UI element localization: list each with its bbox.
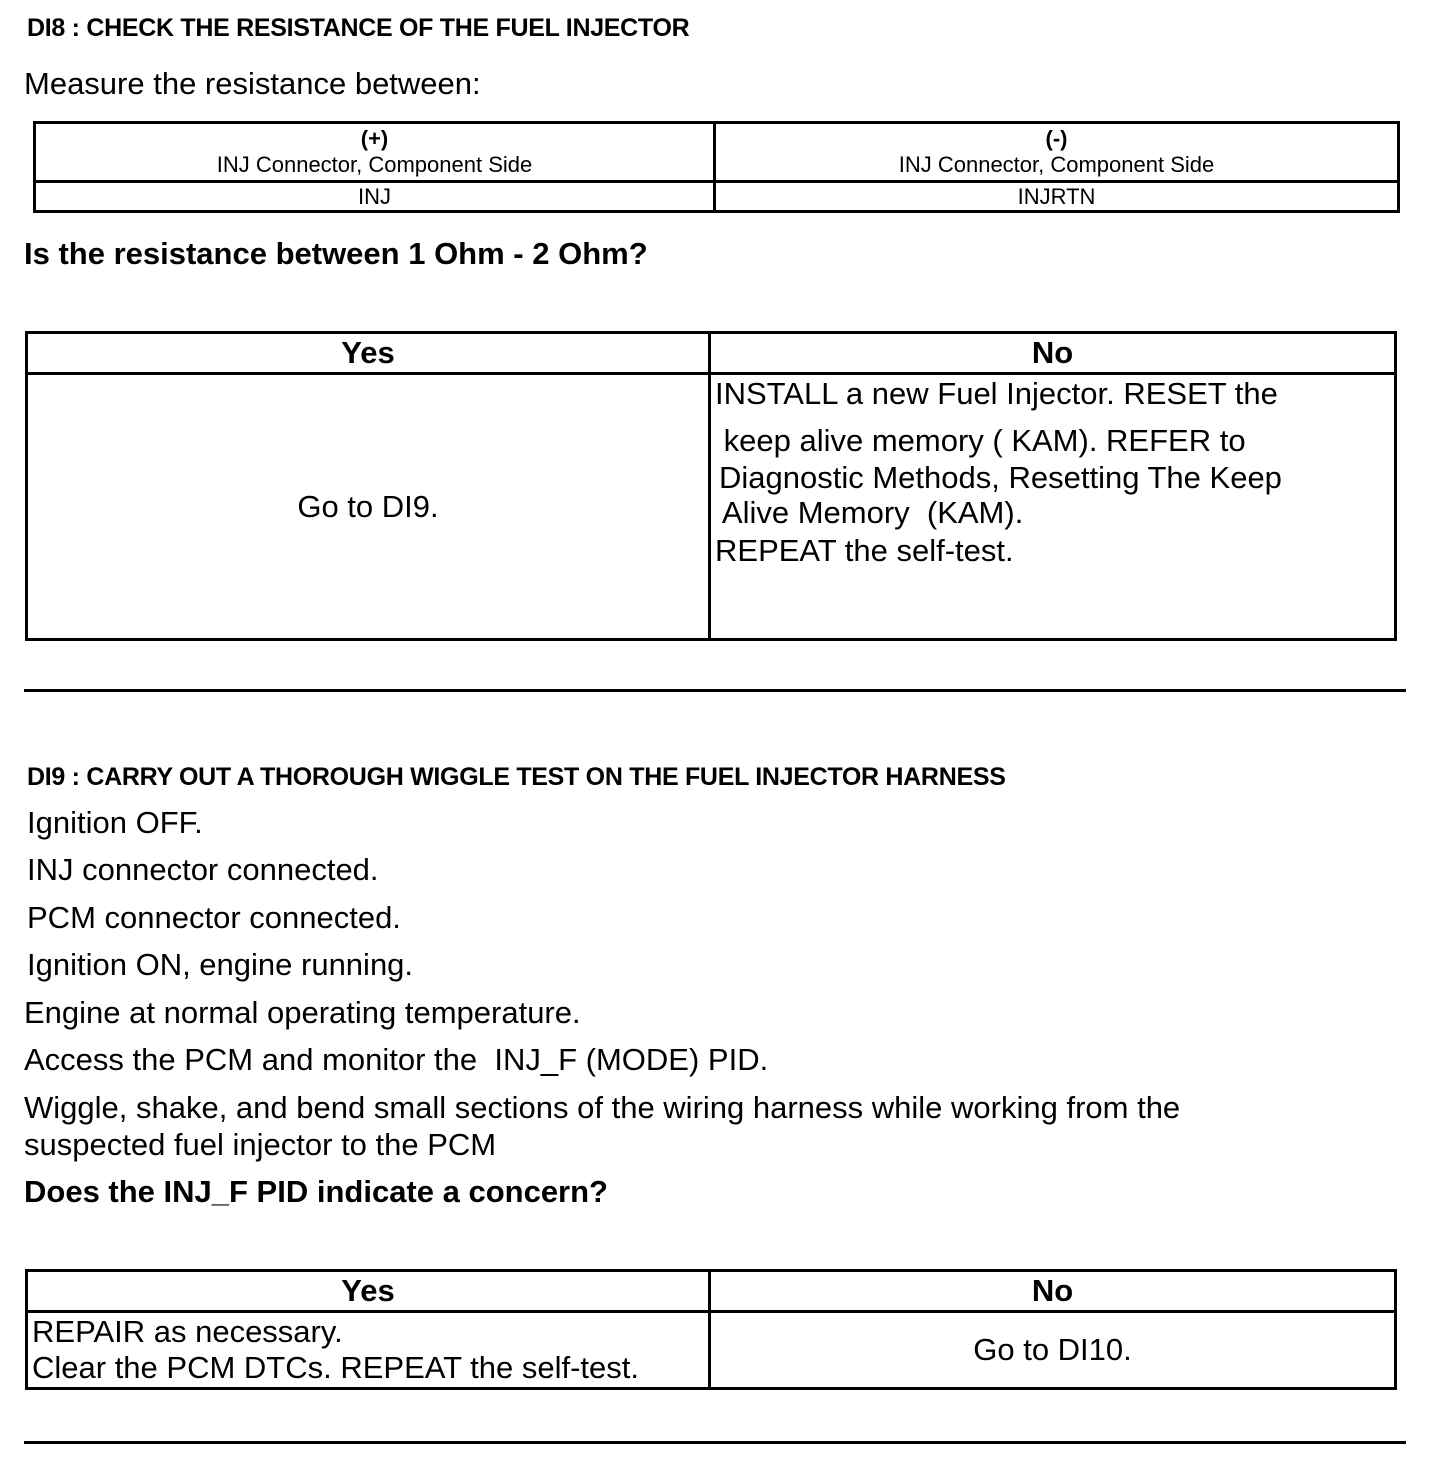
di8-yes-header: Yes	[27, 333, 710, 374]
no-action-line: Diagnostic Methods, Resetting The Keep	[719, 460, 1282, 495]
measure-table	[33, 121, 1400, 213]
di8-result-header-row	[27, 333, 1396, 374]
minus-connector-label: INJ Connector, Component Side	[898, 152, 1215, 177]
yes-action-line: Clear the PCM DTCs. REPEAT the self-test.	[32, 1350, 639, 1385]
di8-instruction: Measure the resistance between:	[24, 66, 481, 101]
measure-header-plus	[35, 123, 715, 182]
section-divider	[24, 1441, 1406, 1444]
di8-yes-action: Go to DI9.	[27, 374, 710, 640]
di9-yes-action	[27, 1312, 710, 1389]
step-item: Ignition OFF.	[27, 805, 203, 840]
measure-value-minus: INJRTN	[715, 182, 1399, 212]
di9-no-header: No	[710, 1271, 1396, 1312]
step-item: PCM connector connected.	[27, 900, 401, 935]
plus-connector-label: INJ Connector, Component Side	[216, 152, 533, 177]
di8-no-header: No	[710, 333, 1396, 374]
di9-result-body-row	[27, 1312, 1396, 1389]
di9-title: DI9 : CARRY OUT A THOROUGH WIGGLE TEST ON THE FUEL INJECTOR HARNESS	[27, 763, 1006, 791]
minus-sign: (-)	[1045, 126, 1068, 151]
no-action-line: INSTALL a new Fuel Injector. RESET the	[715, 376, 1278, 411]
no-action-line: Alive Memory (KAM).	[715, 495, 1024, 530]
yes-action-line: REPAIR as necessary.	[32, 1314, 343, 1349]
di8-result-table	[25, 331, 1397, 641]
di9-result-table	[25, 1269, 1397, 1390]
di8-result-body-row	[27, 374, 1396, 640]
di8-no-action	[710, 374, 1396, 640]
step-item: Ignition ON, engine running.	[27, 947, 414, 982]
di8-question: Is the resistance between 1 Ohm - 2 Ohm?	[24, 236, 648, 271]
di9-no-action: Go to DI10.	[710, 1312, 1396, 1389]
no-action-line: keep alive memory ( KAM). REFER to	[715, 423, 1246, 458]
step-item: Engine at normal operating temperature.	[24, 995, 581, 1030]
measure-table-header-row	[35, 123, 1399, 182]
measure-value-plus: INJ	[35, 182, 715, 212]
plus-sign: (+)	[360, 126, 389, 151]
step-item: Access the PCM and monitor the INJ_F (MODE) PID.	[24, 1042, 769, 1077]
step-item: Wiggle, shake, and bend small sections of the wiring harness while working from the	[24, 1090, 1181, 1125]
step-item: suspected fuel injector to the PCM	[24, 1127, 497, 1162]
di8-title: DI8 : CHECK THE RESISTANCE OF THE FUEL INJECTOR	[27, 14, 690, 42]
step-item: INJ connector connected.	[27, 852, 379, 887]
no-action-line: REPEAT the self-test.	[715, 533, 1014, 568]
measure-table-value-row	[35, 182, 1399, 212]
section-divider	[24, 689, 1406, 692]
di9-yes-header: Yes	[27, 1271, 710, 1312]
measure-header-minus	[715, 123, 1399, 182]
di9-question: Does the INJ_F PID indicate a concern?	[24, 1174, 608, 1209]
di9-result-header-row	[27, 1271, 1396, 1312]
